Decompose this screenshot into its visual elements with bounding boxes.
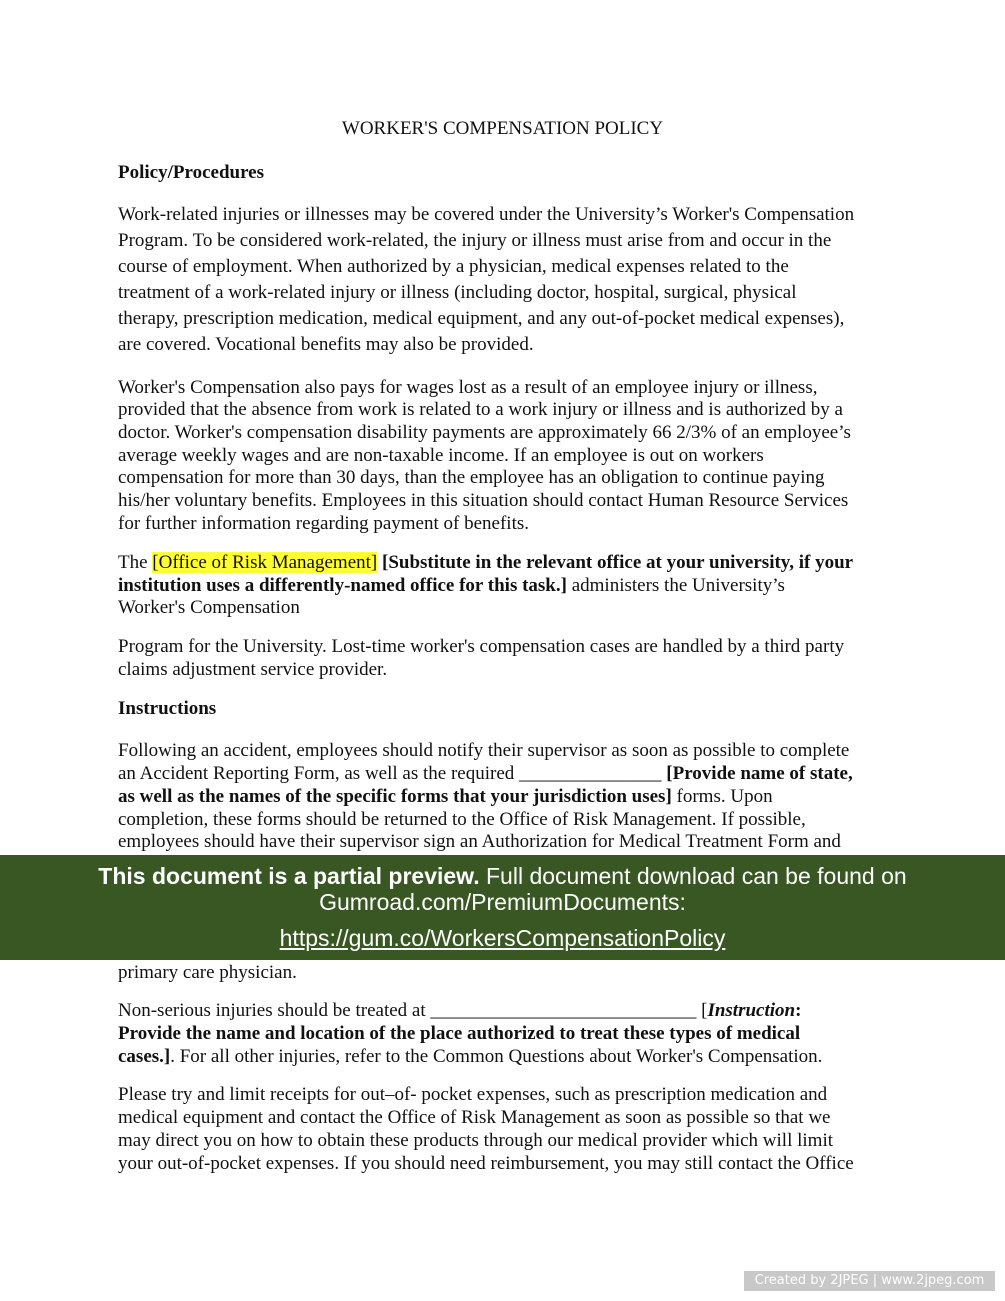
heading-instructions: Instructions bbox=[118, 698, 217, 719]
banner-text: Full document download can be found on bbox=[479, 863, 907, 889]
bold-instruction: Instruction bbox=[707, 1000, 796, 1021]
text-line: medical equipment and contact the Office of Risk Management as soon as possible so that we bbox=[118, 1107, 831, 1128]
text: The bbox=[118, 552, 153, 573]
text-line: average weekly wages and are non-taxable income. If an employee is out on workers bbox=[118, 445, 764, 466]
text-line bbox=[118, 786, 773, 808]
text-line: Please try and limit receipts for out–of- pocket expenses, such as prescription medication and bbox=[118, 1084, 828, 1105]
bold-instruction: cases.] bbox=[118, 1046, 171, 1067]
text-line: your out-of-pocket expenses. If you should need reimbursement, you may still contact the Office bbox=[118, 1153, 854, 1174]
text-line: compensation for more than 30 days, than the employee has an obligation to continue paying bbox=[118, 467, 825, 488]
bold-instruction: [Substitute in the relevant office at your university, if your bbox=[377, 552, 854, 573]
text: Non-serious injuries should be treated at ____________________________ [ bbox=[118, 1000, 708, 1021]
text-line bbox=[118, 1046, 822, 1068]
text: : bbox=[795, 1000, 802, 1021]
text-line: primary care physician. bbox=[118, 962, 297, 983]
watermark: Created by 2JPEG | www.2jpeg.com bbox=[744, 1271, 995, 1291]
text-line: claims adjustment service provider. bbox=[118, 659, 388, 680]
text-line bbox=[118, 552, 853, 574]
text-line: Provide the name and location of the place authorized to treat these types of medical bbox=[118, 1023, 801, 1044]
text-line bbox=[118, 575, 785, 597]
preview-banner bbox=[0, 855, 1005, 960]
text: an Accident Reporting Form, as well as the required _______________ bbox=[118, 763, 667, 784]
text-line: Program. To be considered work-related, the injury or illness must arise from and occur in the bbox=[118, 230, 832, 251]
text-line bbox=[118, 1000, 801, 1022]
text-line: Worker's Compensation bbox=[118, 597, 300, 618]
text-line: treatment of a work-related injury or illness (including doctor, hospital, surgical, physical bbox=[118, 282, 797, 303]
text-line: completion, these forms should be returned to the Office of Risk Management. If possible, bbox=[118, 809, 806, 830]
banner-bold-text: This document is a partial preview. bbox=[98, 863, 480, 889]
bold-instruction: [Provide name of state, bbox=[666, 763, 853, 784]
text: administers the University’s bbox=[566, 575, 785, 596]
banner-line bbox=[0, 863, 1005, 889]
text-line: course of employment. When authorized by a physician, medical expenses related to the bbox=[118, 256, 789, 277]
banner-line bbox=[0, 925, 1005, 951]
text-line: Work-related injuries or illnesses may be covered under the University’s Worker's Compensation bbox=[118, 204, 855, 225]
text-line: for further information regarding payment of benefits. bbox=[118, 513, 529, 534]
text-line: provided that the absence from work is related to a work injury or illness and is authorized by a bbox=[118, 399, 843, 420]
text-line: Worker's Compensation also pays for wages lost as a result of an employee injury or illness, bbox=[118, 377, 818, 398]
text-line: therapy, prescription medication, medical equipment, and any out-of-pocket medical expenses), bbox=[118, 308, 845, 329]
heading-policy-procedures: Policy/Procedures bbox=[118, 162, 264, 183]
text-line: are covered. Vocational benefits may also be provided. bbox=[118, 334, 534, 355]
banner-line: Gumroad.com/PremiumDocuments: bbox=[319, 889, 686, 915]
highlighted-office-name: [Office of Risk Management] bbox=[152, 552, 378, 573]
text-line: doctor. Worker's compensation disability payments are approximately 66 2/3% of an employee’s bbox=[118, 422, 851, 443]
text-line: Following an accident, employees should notify their supervisor as soon as possible to complete bbox=[118, 740, 850, 761]
text-line bbox=[118, 763, 853, 785]
text-line: Program for the University. Lost-time worker's compensation cases are handled by a third party bbox=[118, 636, 845, 657]
text-line: his/her voluntary benefits. Employees in this situation should contact Human Resource Services bbox=[118, 490, 849, 511]
bold-instruction: as well as the names of the specific forms that your jurisdiction uses] bbox=[118, 786, 672, 807]
bold-instruction: institution uses a differently-named office for this task.] bbox=[118, 575, 567, 596]
text-line: may direct you on how to obtain these products through our medical provider which will limit bbox=[118, 1130, 833, 1151]
text: . For all other injuries, refer to the Common Questions about Worker's Compensation. bbox=[170, 1046, 823, 1067]
document-title: WORKER'S COMPENSATION POLICY bbox=[341, 118, 664, 139]
text: forms. Upon bbox=[671, 786, 773, 807]
text-line: employees should have their supervisor sign an Authorization for Medical Treatment Form and bbox=[118, 831, 841, 852]
download-link[interactable]: https://gum.co/WorkersCompensationPolicy bbox=[279, 925, 726, 951]
